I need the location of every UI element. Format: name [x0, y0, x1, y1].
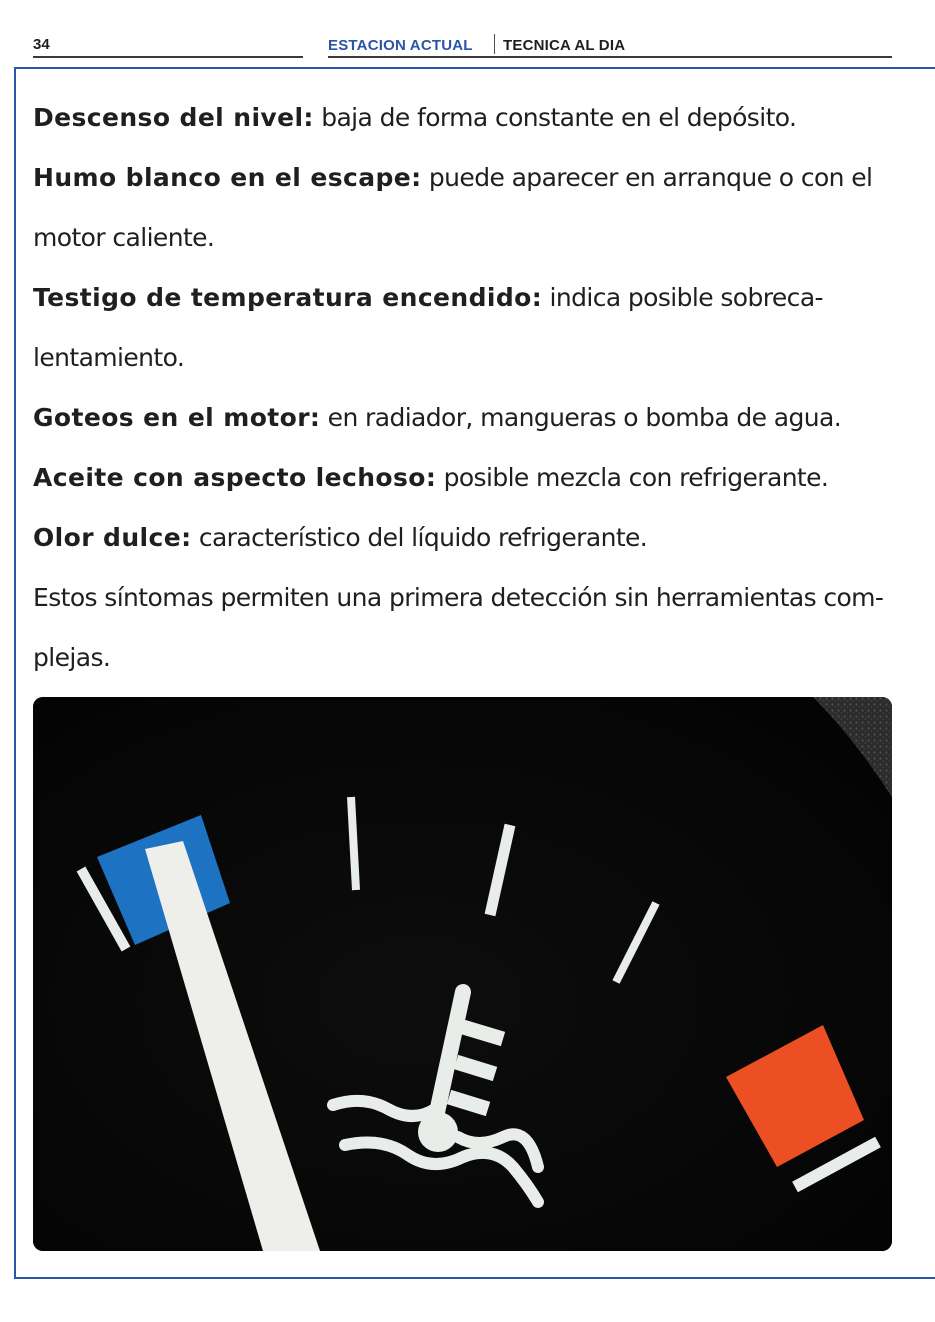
- symptom-description: en radiador, mangueras o bomba de agua.: [320, 403, 842, 432]
- symptom-description: indica posible sobreca-lentamiento.: [33, 283, 823, 372]
- article-body: [33, 88, 903, 688]
- symptom-description: puede aparecer en arranque o con el motor caliente.: [33, 163, 873, 252]
- symptom-paragraph: [33, 88, 903, 148]
- symptom-paragraph: [33, 268, 903, 388]
- symptom-term: Testigo de temperatura encendido:: [33, 283, 543, 312]
- gauge-tick: [351, 797, 356, 890]
- section-label: ESTACION ACTUAL: [328, 37, 473, 54]
- header-rule-left: [33, 56, 303, 58]
- symptom-description: característico del líquido refrigerante.: [191, 523, 648, 552]
- header-divider: [494, 34, 495, 54]
- symptom-term: Olor dulce:: [33, 523, 192, 552]
- symptom-paragraph: [33, 388, 903, 448]
- page-number: 34: [33, 36, 50, 53]
- subsection-label: TECNICA AL DIA: [503, 37, 626, 54]
- header-rule-right: [328, 56, 892, 58]
- gauge-face: [33, 697, 892, 1251]
- symptom-paragraph: [33, 448, 903, 508]
- symptom-description: posible mezcla con refrigerante.: [436, 463, 829, 492]
- symptom-term: Descenso del nivel:: [33, 103, 314, 132]
- symptom-description: baja de forma constante en el depósito.: [313, 103, 797, 132]
- closing-paragraph: Estos síntomas permiten una primera detección sin herramientas com-plejas.: [33, 583, 884, 672]
- symptom-term: Goteos en el motor:: [33, 403, 321, 432]
- temperature-gauge-photo: [33, 697, 892, 1251]
- symptom-term: Aceite con aspecto lechoso:: [33, 463, 437, 492]
- symptom-paragraph: [33, 148, 903, 268]
- symptom-paragraph: [33, 508, 903, 568]
- symptom-term: Humo blanco en el escape:: [33, 163, 422, 192]
